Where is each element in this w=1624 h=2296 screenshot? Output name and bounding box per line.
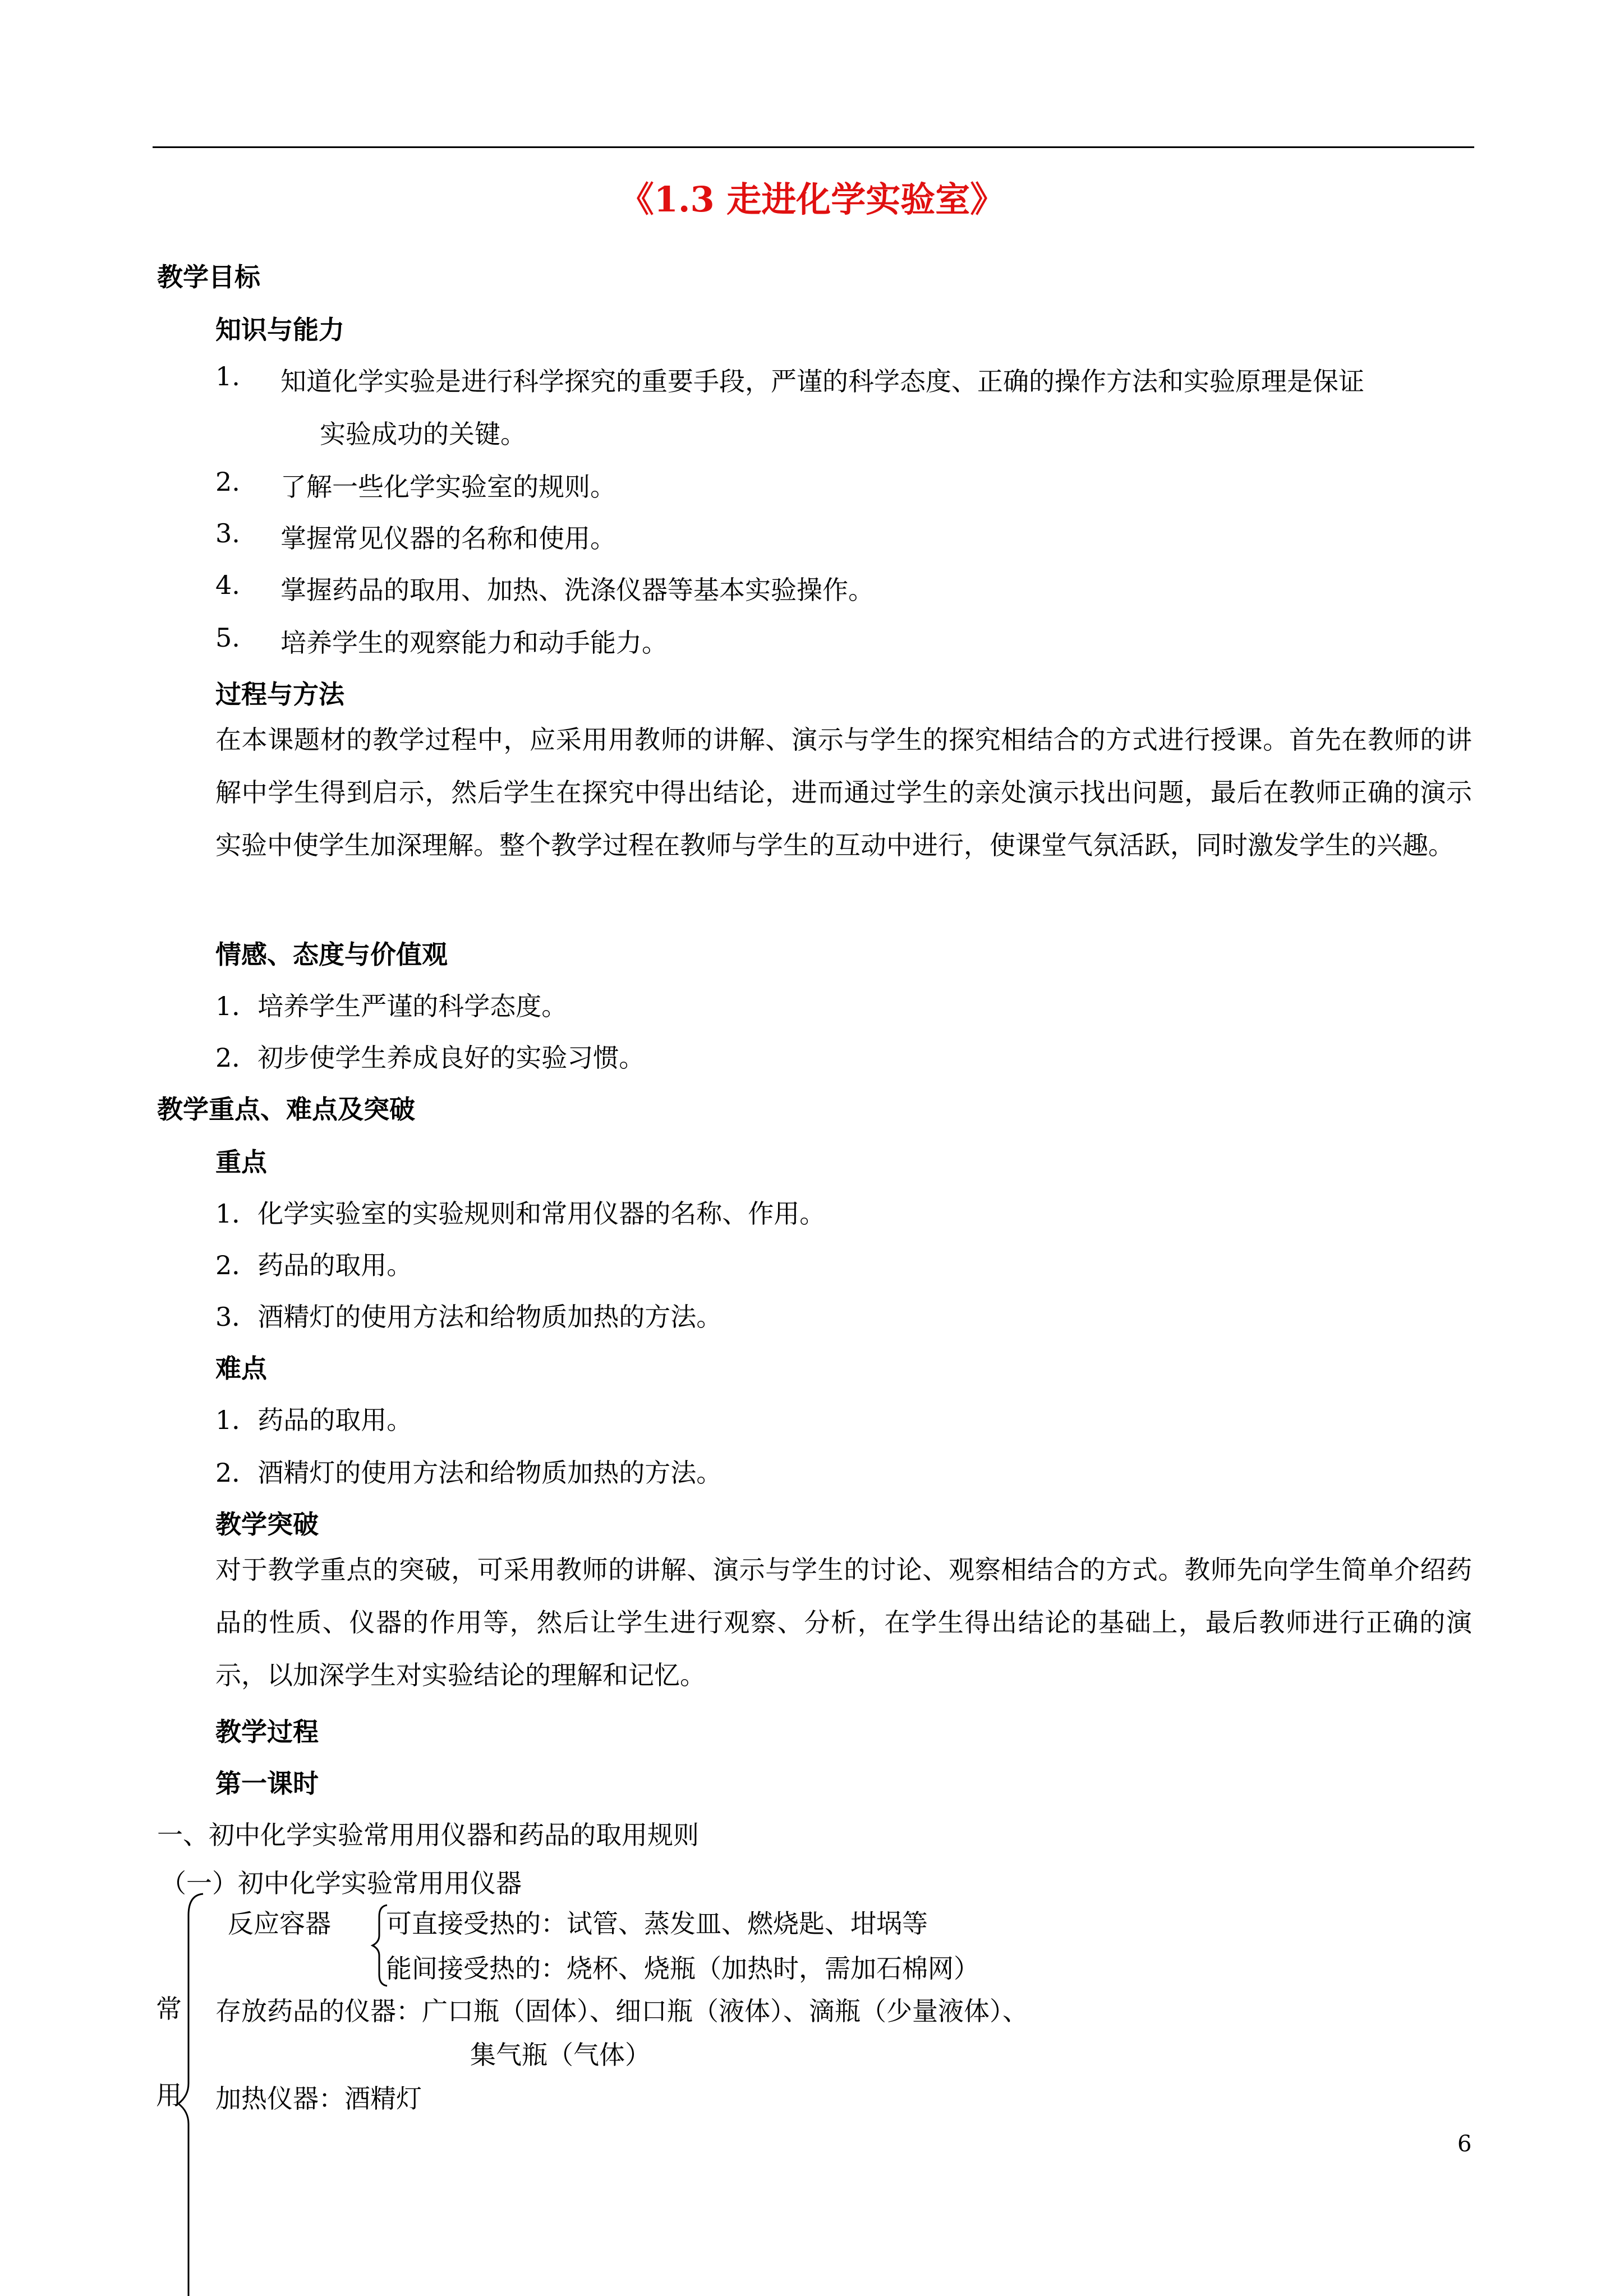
- tree-side-label-1: 常: [156, 1994, 182, 2024]
- knowledge-item-1-num: 1.: [215, 361, 240, 391]
- page-title: 《1.3 走进化学实验室》: [619, 179, 1005, 220]
- header-rule: [153, 146, 1474, 148]
- process-method-paragraph: 在本课题材的教学过程中，应采用用教师的讲解、演示与学生的探究相结合的方式进行授课。首先在教师的讲解中学生得到启示，然后学生在探究中得出结论，进而通过学生的亲处演示找出问题，最后在教师正确的演示实验中使学生加深理解。整个教学过程在教师与学生的互动中进行，使课堂气氛活跃，同时激发学生的兴趣。: [215, 725, 1472, 860]
- knowledge-item-3-text: 掌握常见仪器的名称和使用。: [280, 523, 616, 554]
- focus-heading: 重点: [215, 1147, 267, 1177]
- knowledge-item-4-text: 掌握药品的取用、加热、洗涤仪器等基本实验操作。: [280, 575, 874, 605]
- reaction-container-label: 反应容器: [228, 1908, 331, 1939]
- knowledge-item-2-num: 2.: [215, 467, 240, 497]
- emotion-item-2: 2．初步使学生养成良好的实验习惯。: [215, 1043, 645, 1073]
- part1-heading: 一、初中化学实验常用用仪器和药品的取用规则: [157, 1820, 699, 1850]
- emotion-heading: 情感、态度与价值观: [215, 939, 448, 970]
- breakthrough-paragraph: 对于教学重点的突破，可采用教师的讲解、演示与学生的讨论、观察相结合的方式。教师先向学生简单介绍药品的性质、仪器的作用等，然后让学生进行观察、分析，在学生得出结论的基础上，最后教师进行正确的演示，以加深学生对实验结论的理解和记忆。: [215, 1555, 1472, 1690]
- knowledge-item-5-num: 5.: [215, 623, 240, 653]
- process-method-heading: 过程与方法: [215, 679, 344, 709]
- knowledge-item-1-text: 知道化学实验是进行科学探究的重要手段，严谨的科学态度、正确的操作方法和实验原理是保证: [280, 366, 1364, 397]
- goals-heading: 教学目标: [157, 262, 260, 292]
- heating-instruments-line: 加热仪器：酒精灯: [215, 2083, 422, 2114]
- focus-item-2: 2．药品的取用。: [215, 1250, 413, 1280]
- difficulty-heading: 难点: [215, 1353, 267, 1384]
- knowledge-item-1-cont: 实验成功的关键。: [320, 419, 526, 449]
- page-number: 6: [1457, 2131, 1472, 2157]
- teaching-process-heading: 教学过程: [215, 1717, 319, 1747]
- difficulty-item-1: 1．药品的取用。: [215, 1405, 413, 1435]
- breakthrough-heading: 教学突破: [215, 1509, 319, 1539]
- knowledge-item-5-text: 培养学生的观察能力和动手能力。: [280, 628, 668, 658]
- difficulty-item-2: 2．酒精灯的使用方法和给物质加热的方法。: [215, 1458, 723, 1488]
- storage-instruments-line: 存放药品的仪器：广口瓶（固体）、细口瓶（液体）、滴瓶（少量液体）、: [215, 1996, 1028, 2026]
- knowledge-item-3-num: 3.: [215, 518, 240, 548]
- storage-instruments-cont: 集气瓶（气体）: [470, 2040, 651, 2070]
- knowledge-item-4-num: 4.: [215, 570, 240, 600]
- focus-item-3: 3．酒精灯的使用方法和给物质加热的方法。: [215, 1302, 723, 1332]
- direct-heating-line: 可直接受热的：试管、蒸发皿、燃烧匙、坩埚等: [386, 1908, 928, 1939]
- knowledge-heading: 知识与能力: [215, 315, 344, 345]
- keypoints-heading: 教学重点、难点及突破: [157, 1094, 415, 1124]
- sub1-heading: （一）初中化学实验常用用仪器: [160, 1868, 522, 1898]
- emotion-item-1: 1．培养学生严谨的科学态度。: [215, 991, 568, 1021]
- focus-item-1: 1．化学实验室的实验规则和常用仪器的名称、作用。: [215, 1198, 826, 1229]
- tree-side-label-2: 用: [156, 2080, 182, 2110]
- lesson-heading: 第一课时: [215, 1768, 319, 1799]
- knowledge-item-2-text: 了解一些化学实验室的规则。: [280, 472, 616, 502]
- indirect-heating-line: 能间接受热的：烧杯、烧瓶（加热时，需加石棉网）: [386, 1953, 979, 1984]
